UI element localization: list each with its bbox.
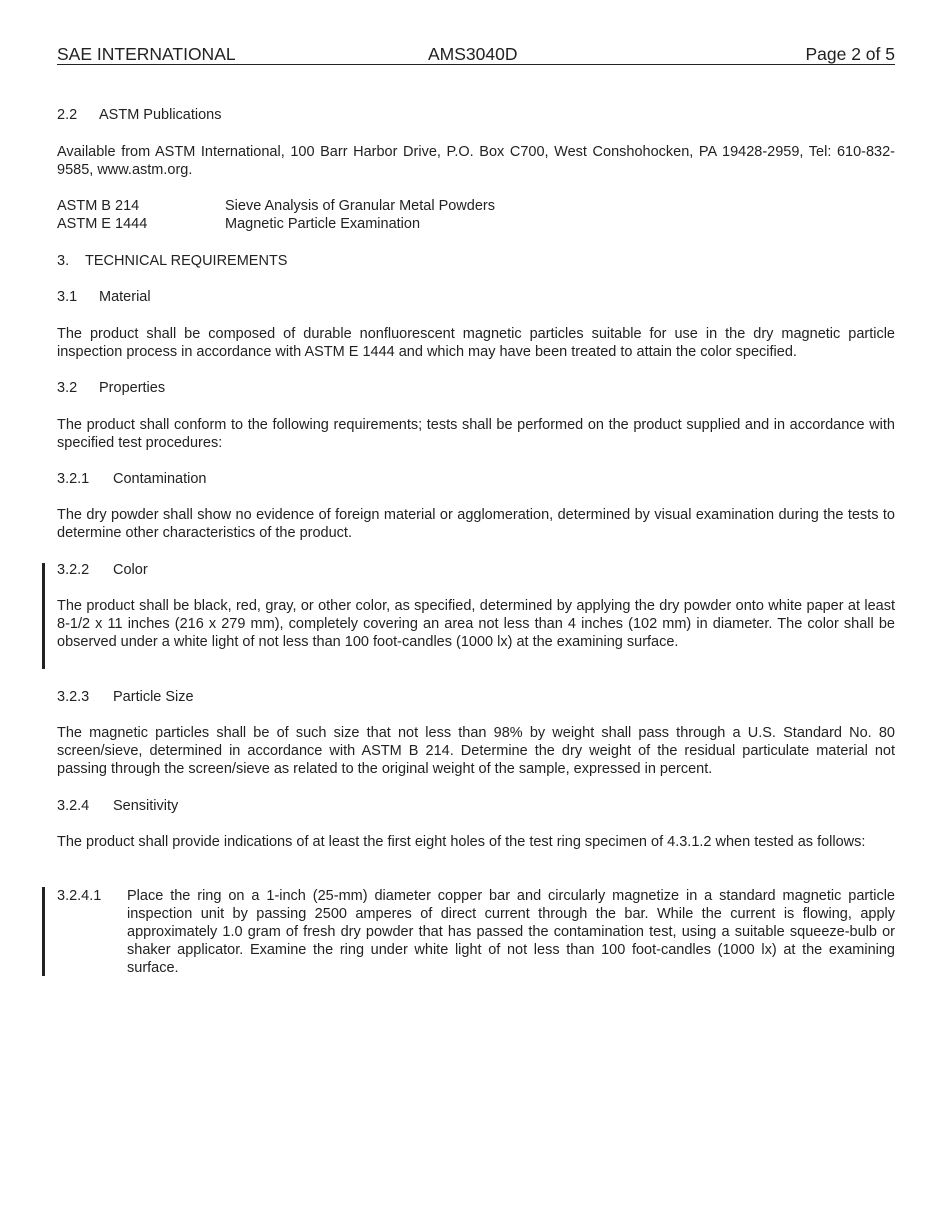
section-number: 3.1 — [57, 289, 78, 305]
section-title: Sensitivity — [113, 798, 179, 814]
header-document-number: AMS3040D — [428, 44, 518, 64]
section-body-3-2-4: The product shall provide indications of at least the first eight holes of the test ring specimen of 4.3.1.2 when tested as follows: — [57, 834, 866, 850]
section-heading-3 — [57, 252, 895, 270]
reference-list — [57, 197, 895, 233]
section-number: 3.2.4.1 — [57, 888, 102, 904]
section-heading-2-2 — [57, 106, 895, 124]
section-body-3-2: The product shall conform to the following requirements; tests shall be performed on the product supplied and in accordance with specified test procedures: — [57, 417, 895, 451]
section-number: 3. — [57, 253, 70, 269]
section-number: 3.2 — [57, 380, 78, 396]
section-title: Particle Size — [113, 689, 194, 705]
reference-row — [57, 215, 895, 233]
section-heading-3-2 — [57, 379, 895, 397]
header-page-number: Page 2 of 5 — [805, 44, 895, 64]
section-number: 3.2.3 — [57, 689, 90, 705]
section-heading-3-2-3 — [57, 688, 895, 706]
section-number: 3.2.1 — [57, 471, 90, 487]
section-body-3-2-4-1: Place the ring on a 1-inch (25-mm) diameter copper bar and circularly magnetize in a standard magnetic particle inspection unit by passing 2500 amperes of direct current through the bar. While the current is flowing, apply approximately 1.0 gram of fresh dry powder that has passed the contamination test, using a suitable squeeze-bulb or shaker applicator. Examine the ring under white light of not less than 100 foot-candles (1000 lx) at the examining surface. — [127, 888, 895, 976]
page-header — [57, 44, 895, 65]
reference-title: Magnetic Particle Examination — [225, 216, 421, 232]
section-title: Contamination — [113, 471, 207, 487]
section-title: Material — [99, 289, 151, 305]
revision-change-bar-sensitivity — [42, 887, 45, 976]
section-heading-3-2-2 — [57, 561, 895, 579]
section-heading-3-2-4 — [57, 797, 895, 815]
section-title: TECHNICAL REQUIREMENTS — [85, 253, 288, 269]
section-title: Color — [113, 562, 148, 578]
header-organization: SAE INTERNATIONAL — [57, 44, 236, 64]
section-title: ASTM Publications — [99, 107, 222, 123]
revision-change-bar-color — [42, 563, 45, 669]
section-body-3-2-1: The dry powder shall show no evidence of foreign material or agglomeration, determined by visual examination during the tests to determine other characteristics of the product. — [57, 507, 895, 541]
section-heading-3-2-1 — [57, 470, 895, 488]
section-number: 3.2.4 — [57, 798, 90, 814]
reference-title: Sieve Analysis of Granular Metal Powders — [225, 198, 495, 214]
section-body-3-2-3: The magnetic particles shall be of such size that not less than 98% by weight shall pass through a U.S. Standard No. 80 screen/sieve, determined in accordance with ASTM B 214. Determine the dry weight of the residual particulate material not passing through the screen/sieve as related to the original weight of the sample, expressed in percent. — [57, 725, 895, 777]
section-heading-3-1 — [57, 288, 895, 306]
section-number: 3.2.2 — [57, 562, 90, 578]
reference-code: ASTM B 214 — [57, 198, 140, 214]
section-body-3-2-2: The product shall be black, red, gray, or other color, as specified, determined by applying the dry powder onto white paper at least 8-1/2 x 11 inches (216 x 279 mm), completely covering an area not less than 4 inches (102 mm) in diameter. The color shall be observed under a white light of not less than 100 foot-candles (1000 lx) at the examining surface. — [57, 598, 895, 650]
section-body-2-2: Available from ASTM International, 100 Barr Harbor Drive, P.O. Box C700, West Conshohocken, PA 19428-2959, Tel: 610-832-9585, www.astm.org. — [57, 144, 895, 178]
section-title: Properties — [99, 380, 166, 396]
reference-row — [57, 197, 895, 215]
section-number: 2.2 — [57, 107, 78, 123]
reference-code: ASTM E 1444 — [57, 216, 148, 232]
section-body-3-1: The product shall be composed of durable nonfluorescent magnetic particles suitable for use in the dry magnetic particle inspection process in accordance with ASTM E 1444 and which may have been treated to attain the color specified. — [57, 326, 895, 360]
